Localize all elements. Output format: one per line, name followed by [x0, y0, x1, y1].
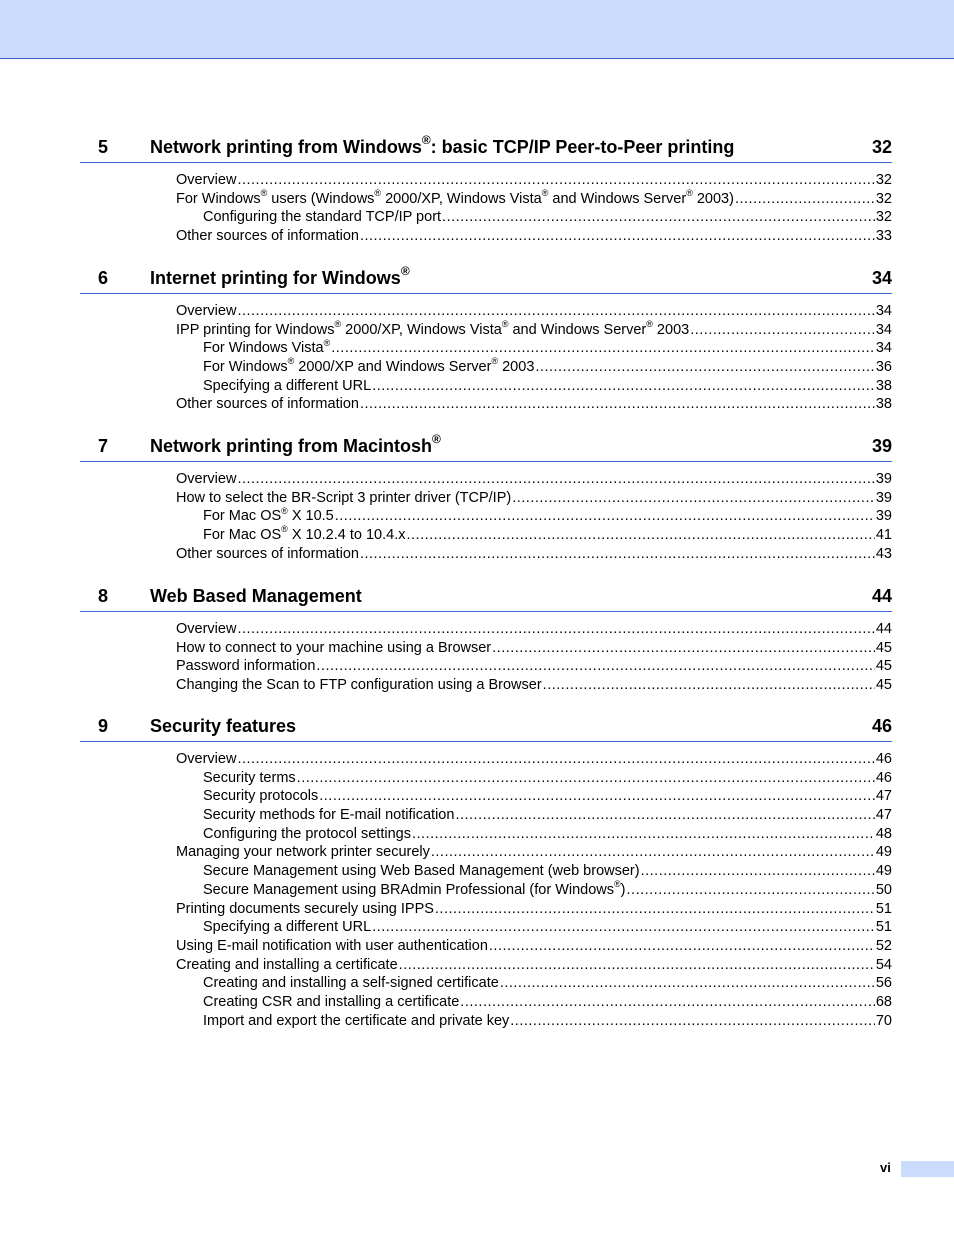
toc-entry[interactable]: For Windows Vista® ..... 34 [80, 339, 892, 358]
toc-entry[interactable]: Other sources of information ..... 33 [80, 227, 892, 246]
toc-entry[interactable]: Managing your network printer securely ..... 49 [80, 843, 892, 862]
chapter-5 [80, 133, 892, 246]
toc-entry[interactable]: Creating and installing a self-signed certificate ..... 56 [80, 974, 892, 993]
toc-entry[interactable]: Overview ..... 32 [80, 171, 892, 190]
chapter-9 [80, 715, 892, 1030]
toc-entry[interactable]: Creating and installing a certificate ..... 54 [80, 956, 892, 975]
toc-entry[interactable]: Specifying a different URL ..... 38 [80, 377, 892, 396]
chapter-page: 39 [871, 436, 892, 456]
toc-entry[interactable]: Overview ..... 44 [80, 620, 892, 639]
chapter-page: 44 [871, 586, 892, 606]
chapter-number: 7 [98, 436, 109, 456]
toc-entry[interactable]: Other sources of information ..... 38 [80, 395, 892, 414]
toc-entry[interactable]: Secure Management using Web Based Management (web browser) ..... 49 [80, 862, 892, 881]
toc-entry[interactable]: Using E-mail notification with user authentication ..... 52 [80, 937, 892, 956]
toc-entry[interactable]: Specifying a different URL ..... 51 [80, 918, 892, 937]
chapter-page: 34 [871, 268, 892, 288]
chapter-heading[interactable] [80, 432, 892, 462]
toc-entry[interactable]: For Mac OS® X 10.2.4 to 10.4.x ..... 41 [80, 526, 892, 545]
toc-entry[interactable]: Security terms ..... 46 [80, 769, 892, 788]
toc-entry[interactable]: Printing documents securely using IPPS ..... 51 [80, 900, 892, 919]
chapter-6 [80, 264, 892, 414]
toc-entry[interactable]: Overview ..... 39 [80, 470, 892, 489]
chapter-title: Network printing from Windows®: basic TCP/IP Peer-to-Peer printing [150, 133, 735, 157]
chapter-number: 9 [98, 716, 109, 736]
toc-entry[interactable]: Security protocols ..... 47 [80, 787, 892, 806]
toc-entry[interactable]: Other sources of information ..... 43 [80, 545, 892, 564]
chapter-heading[interactable] [80, 715, 892, 742]
toc-entry[interactable]: Changing the Scan to FTP configuration using a Browser ..... 45 [80, 676, 892, 695]
chapter-number: 6 [98, 268, 109, 288]
chapter-title: Internet printing for Windows® [150, 264, 410, 288]
page-number: vi [880, 1160, 891, 1175]
chapter-number: 5 [98, 137, 109, 157]
toc-entry[interactable]: For Mac OS® X 10.5 ..... 39 [80, 507, 892, 526]
toc-entry[interactable]: Secure Management using BRAdmin Professional (for Windows®) ..... 50 [80, 881, 892, 900]
toc-entry[interactable]: Creating CSR and installing a certificate ..... 68 [80, 993, 892, 1012]
toc-entry[interactable]: IPP printing for Windows® 2000/XP, Windows Vista® and Windows Server® 2003 ..... 34 [80, 321, 892, 340]
chapter-heading[interactable] [80, 264, 892, 294]
toc-entry[interactable]: For Windows® users (Windows® 2000/XP, Windows Vista® and Windows Server® 2003) ..... 32 [80, 190, 892, 209]
toc-entry[interactable]: Configuring the protocol settings ..... 48 [80, 825, 892, 844]
chapter-8 [80, 585, 892, 695]
toc-entry[interactable]: How to connect to your machine using a Browser ..... 45 [80, 639, 892, 658]
chapter-7 [80, 432, 892, 563]
toc-entry[interactable]: How to select the BR-Script 3 printer driver (TCP/IP) ..... 39 [80, 489, 892, 508]
header-band [0, 0, 954, 59]
toc-entry[interactable]: Password information ..... 45 [80, 657, 892, 676]
chapter-page: 46 [871, 716, 892, 736]
toc-entry[interactable]: For Windows® 2000/XP and Windows Server® 2003 ..... 36 [80, 358, 892, 377]
toc-entry[interactable]: Security methods for E-mail notification ..... 47 [80, 806, 892, 825]
chapter-title: Network printing from Macintosh® [150, 432, 441, 456]
toc-entry[interactable]: Configuring the standard TCP/IP port ..... 32 [80, 208, 892, 227]
chapter-heading[interactable] [80, 585, 892, 612]
chapter-page: 32 [871, 137, 892, 157]
page-tab-marker [901, 1161, 954, 1177]
toc-entry[interactable]: Overview ..... 34 [80, 302, 892, 321]
chapter-title: Security features [150, 716, 297, 736]
chapter-number: 8 [98, 586, 109, 606]
toc-entry[interactable]: Overview ..... 46 [80, 750, 892, 769]
chapter-title: Web Based Management [150, 586, 362, 606]
chapter-heading[interactable] [80, 133, 892, 163]
toc-entry[interactable]: Import and export the certificate and private key ..... 70 [80, 1012, 892, 1031]
